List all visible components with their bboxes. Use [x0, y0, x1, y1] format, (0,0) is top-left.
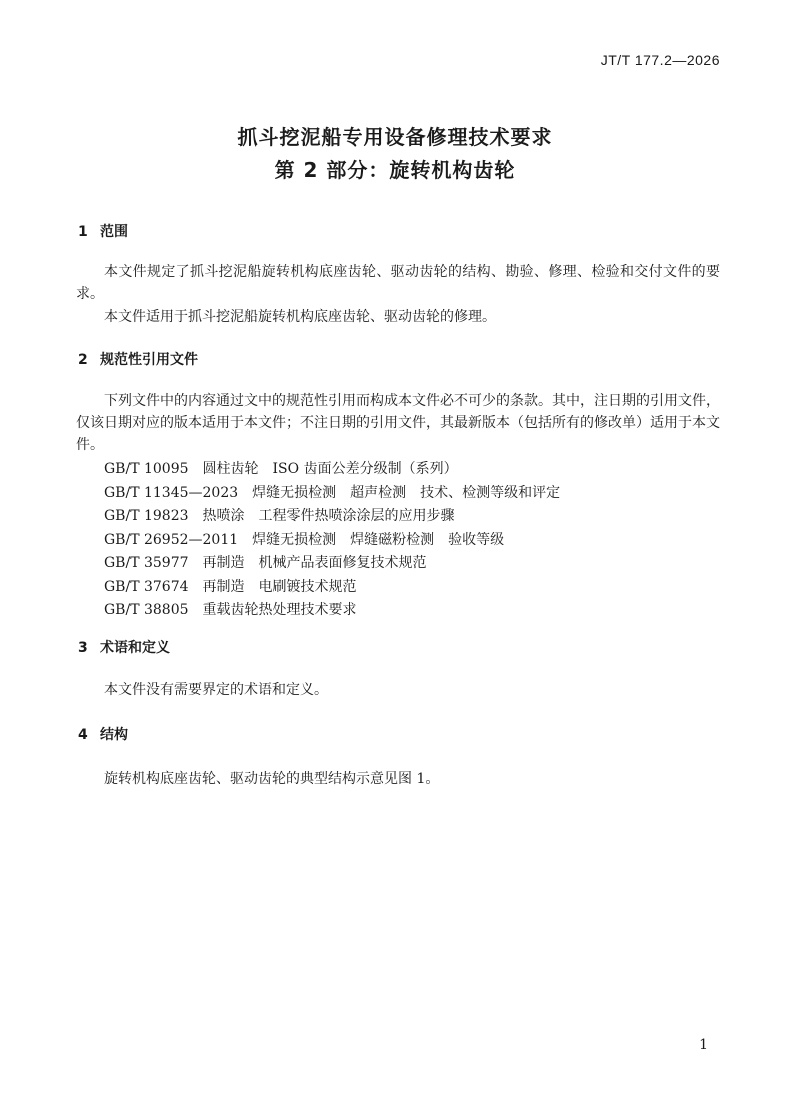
- section-3-heading: [78, 637, 170, 657]
- section-number: 3: [78, 640, 88, 656]
- normative-references-intro: 下列文件中的内容通过文中的规范性引用而构成本文件必不可少的条款。其中，注日期的引用文件，仅该日期对应的版本适用于本文件；不注日期的引用文件，其最新版本（包括所有的修改单）适用于本文件。: [76, 393, 720, 453]
- reference-code: GB/T 35977: [104, 555, 189, 571]
- structure-paragraph: 旋转机构底座齿轮、驱动齿轮的典型结构示意见图 1。: [104, 771, 440, 787]
- list-item: [104, 505, 560, 529]
- reference-list: [104, 458, 560, 623]
- section-number: 4: [78, 727, 88, 743]
- document-title: 抓斗挖泥船专用设备修理技术要求: [237, 125, 553, 149]
- reference-code: GB/T 26952—2011: [104, 531, 239, 548]
- reference-title: 重载齿轮热处理技术要求: [202, 602, 357, 618]
- list-item: [104, 458, 560, 482]
- list-item: [104, 599, 560, 623]
- scope-paragraph-1: 本文件规定了抓斗挖泥船旋转机构底座齿轮、驱动齿轮的结构、勘验、修理、检验和交付文件的要求。: [76, 264, 720, 302]
- list-item: [104, 576, 560, 600]
- list-item: [104, 552, 560, 576]
- section-number: 2: [78, 352, 88, 368]
- section-number: 1: [78, 224, 88, 240]
- standard-code: JT/T 177.2—2026: [600, 52, 720, 68]
- list-item: [104, 482, 560, 506]
- reference-code: GB/T 10095: [104, 461, 189, 477]
- reference-title: 焊缝无损检测 超声检测 技术、检测等级和评定: [252, 484, 561, 501]
- reference-title: 再制造 电刷镀技术规范: [202, 578, 357, 595]
- section-title: 规范性引用文件: [100, 352, 198, 368]
- reference-title: 圆柱齿轮 ISO 齿面公差分级制（系列）: [202, 461, 458, 477]
- reference-code: GB/T 38805: [104, 602, 189, 618]
- reference-code: GB/T 11345—2023: [104, 484, 239, 501]
- section-1-heading: [78, 221, 128, 241]
- section-title: 结构: [100, 727, 128, 743]
- reference-title: 热喷涂 工程零件热喷涂涂层的应用步骤: [202, 508, 455, 524]
- section-4-heading: [78, 724, 128, 744]
- section-title: 范围: [100, 224, 128, 240]
- document-subtitle: 第 2 部分：旋转机构齿轮: [274, 158, 516, 182]
- reference-title: 再制造 机械产品表面修复技术规范: [202, 555, 427, 571]
- scope-paragraph-2: 本文件适用于抓斗挖泥船旋转机构底座齿轮、驱动齿轮的修理。: [104, 309, 496, 325]
- reference-code: GB/T 19823: [104, 508, 189, 524]
- reference-title: 焊缝无损检测 焊缝磁粉检测 验收等级: [252, 531, 505, 548]
- terms-paragraph: 本文件没有需要界定的术语和定义。: [104, 682, 328, 698]
- section-title: 术语和定义: [100, 640, 170, 656]
- section-2-heading: [78, 349, 198, 369]
- list-item: [104, 529, 560, 553]
- reference-code: GB/T 37674: [104, 578, 189, 595]
- page-number: 1: [699, 1037, 708, 1053]
